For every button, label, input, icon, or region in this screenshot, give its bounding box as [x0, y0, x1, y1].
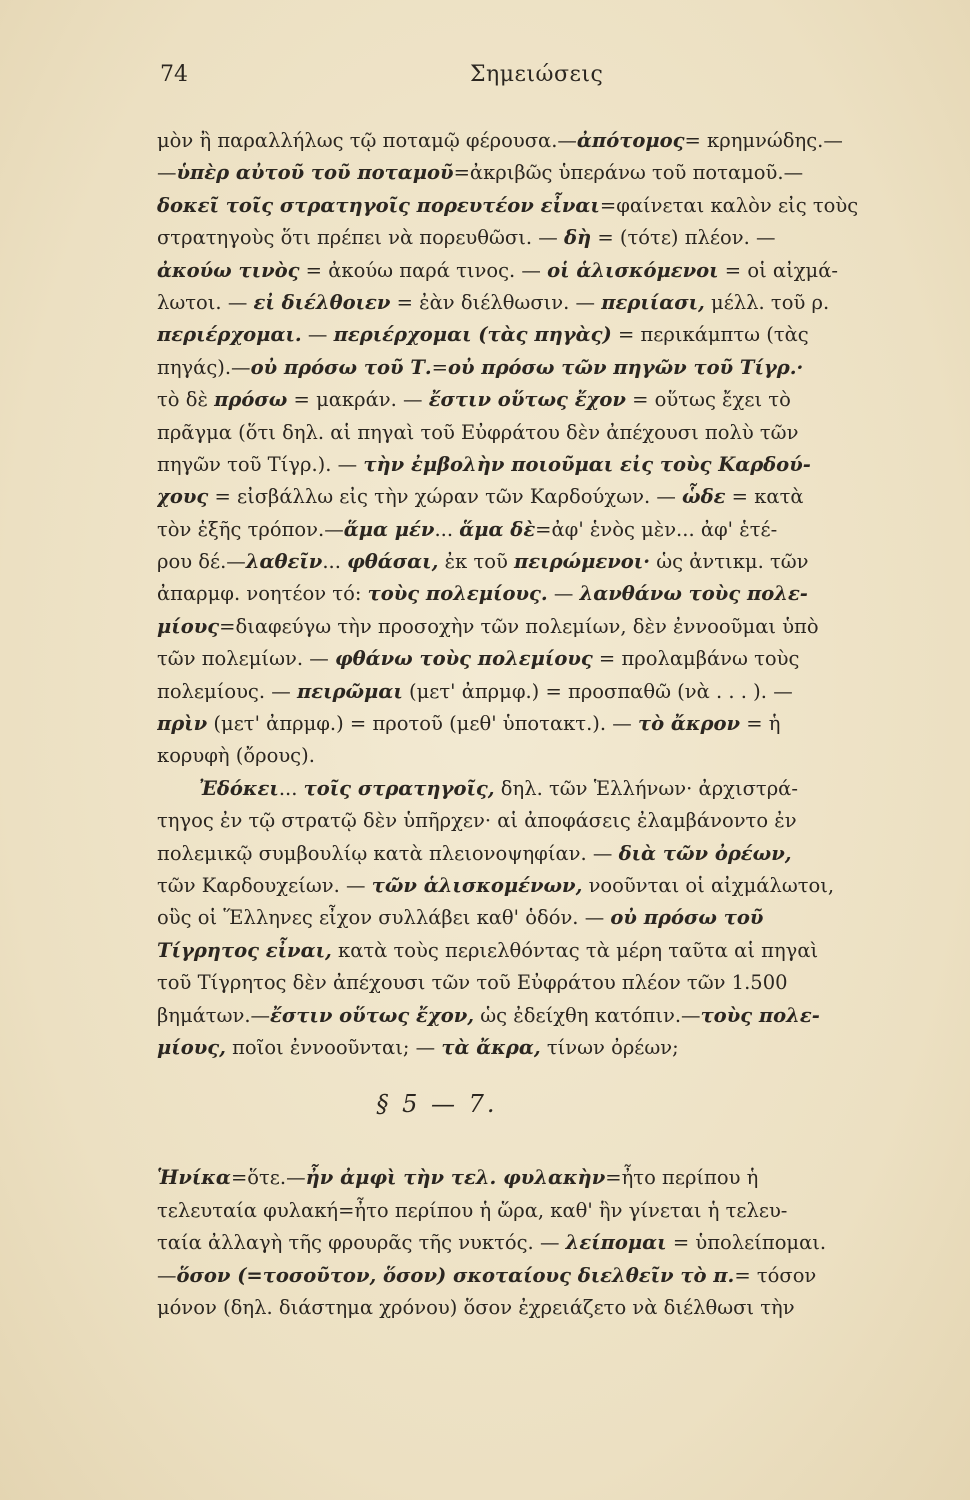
gloss-text: = εἰσβάλλω εἰς τὴν χώραν τῶν Καρδούχων. — — [208, 485, 683, 509]
lemma-term: δοκεῖ τοῖς στρατηγοῖς πορευτέον εἶναι — [157, 193, 600, 217]
notes-block-before — [157, 125, 927, 1064]
text-line — [157, 676, 927, 708]
text-line — [157, 870, 927, 902]
text-line — [157, 967, 927, 999]
text-line — [157, 287, 927, 319]
gloss-text: = περικάμπτω (τὰς — [611, 323, 809, 347]
lemma-term: περιίασι, — [601, 290, 705, 314]
lemma-term: πειρῶμαι — [296, 679, 403, 703]
text-line — [157, 1195, 927, 1227]
lemma-term: οὐ πρόσω τοῦ Τ. — [250, 355, 432, 379]
text-line — [157, 1227, 927, 1259]
running-title: Σημειώσεις — [470, 62, 604, 87]
gloss-text: πηγάς).— — [157, 355, 251, 379]
lemma-term: τοῖς στρατηγοῖς, — [303, 776, 495, 800]
gloss-text: πρᾶγμα (ὅτι δηλ. αἱ πηγαὶ τοῦ Εὐφράτου δὲν ἀπέχουσι πολὺ τῶν — [157, 420, 799, 444]
notes-body — [157, 125, 927, 1324]
gloss-text: = κατὰ — [725, 485, 804, 509]
gloss-text: ... — [322, 550, 348, 574]
gloss-text: τελευταία φυλακή=ἦτο περίπου ἡ ὥρα, καθ' ἣν γίνεται ἡ τελευ- — [157, 1198, 788, 1222]
lemma-term: λείπομαι — [565, 1231, 667, 1255]
lemma-term: οἱ ἁλισκόμενοι — [547, 258, 719, 282]
gloss-text: = τόσον — [734, 1263, 817, 1287]
lemma-term: οὐ πρόσω τῶν πηγῶν τοῦ Τίγρ.· — [447, 355, 804, 379]
text-line — [157, 1032, 927, 1064]
text-line — [157, 838, 927, 870]
gloss-text: ἀπαρμφ. νοητέον τό: — [157, 582, 368, 606]
lemma-term: τὰ ἄκρα, — [441, 1035, 541, 1059]
text-line — [157, 902, 927, 934]
gloss-text: = ἐὰν διέλθωσιν. — — [390, 290, 602, 314]
text-line — [157, 319, 927, 351]
gloss-text: δηλ. τῶν Ἑλλήνων· ἀρχιστρά- — [494, 776, 798, 800]
lemma-term: τοὺς πολε- — [700, 1003, 820, 1027]
text-line — [157, 222, 927, 254]
lemma-term: πρόσω — [214, 388, 288, 412]
gloss-text: ... — [434, 517, 460, 541]
gloss-text: μέλλ. τοῦ ρ. — [704, 290, 830, 314]
lemma-term: λαθεῖν — [245, 550, 323, 574]
gloss-text: = μακράν. — — [287, 388, 429, 412]
lemma-term: φθάνω τοὺς πολεμίους — [334, 647, 593, 671]
gloss-text: πηγῶν τοῦ Τίγρ.). — — [157, 452, 364, 476]
lemma-term: ἔστιν οὕτως ἔχον, — [270, 1003, 475, 1027]
text-line — [157, 643, 927, 675]
text-line — [157, 1000, 927, 1032]
gloss-text: οὓς οἱ Ἕλληνες εἶχον συλλάβει καθ' ὁδόν. — — [157, 906, 611, 930]
text-line — [157, 1260, 927, 1292]
gloss-text: νοοῦνται οἱ αἰχμάλωτοι, — [582, 873, 835, 897]
lemma-term: τοὺς πολεμίους. — [367, 582, 548, 606]
gloss-text: (μετ' ἀπρμφ.) = προτοῦ (μεθ' ὑποτακτ.). — — [207, 712, 638, 736]
lemma-term: οὐ πρόσω τοῦ — [610, 906, 764, 930]
gloss-text: ἐκ τοῦ — [438, 550, 515, 574]
gloss-text: = προλαμβάνω τοὺς — [592, 647, 800, 671]
text-line — [157, 190, 927, 222]
section-heading: § 5 — 7. — [376, 1090, 498, 1119]
gloss-text: ποῖοι ἐννοοῦνται; — — [225, 1035, 442, 1059]
lemma-term: φθάσαι, — [347, 550, 439, 574]
gloss-text: =ἀκριβῶς ὑπεράνω τοῦ ποταμοῦ.— — [453, 161, 804, 185]
text-line — [157, 1292, 927, 1324]
text-line — [157, 773, 927, 805]
gloss-text: ρου δέ.— — [157, 550, 246, 574]
lemma-term: μίους, — [157, 1035, 226, 1059]
gloss-text: = οἱ αἰχμά- — [718, 258, 838, 282]
lemma-term: περιέρχομαι. — [157, 323, 302, 347]
lemma-term: Ἡνίκα — [157, 1166, 231, 1190]
text-line — [157, 1162, 927, 1194]
text-line — [157, 578, 927, 610]
gloss-text: πολεμίους. — — [157, 679, 297, 703]
lemma-term: ὧδε — [682, 485, 726, 509]
text-line — [157, 157, 927, 189]
lemma-term: ἅμα μέν — [343, 517, 435, 541]
gloss-text: = (τότε) πλέον. — — [591, 226, 776, 250]
page-header — [160, 62, 880, 102]
gloss-text: τὸν ἑξῆς τρόπον.— — [157, 517, 344, 541]
text-line — [157, 255, 927, 287]
lemma-term: πειρώμενοι· — [514, 550, 651, 574]
lemma-term: Τίγρητος εἶναι, — [157, 938, 332, 962]
text-line — [157, 805, 927, 837]
lemma-term: ὑπὲρ αὐτοῦ τοῦ ποταμοῦ — [176, 161, 454, 185]
lemma-term: διὰ τῶν ὀρέων, — [618, 841, 792, 865]
text-line — [157, 740, 927, 772]
lemma-term: μίους — [157, 614, 220, 638]
gloss-text: βημάτων.— — [157, 1003, 271, 1027]
lemma-term: ἦν ἀμφὶ τὴν τελ. φυλακὴν — [305, 1166, 606, 1190]
gloss-text: κορυφὴ (ὄρους). — [157, 744, 315, 768]
gloss-text: = οὕτως ἔχει τὸ — [625, 388, 791, 412]
notes-block-after — [157, 1162, 927, 1324]
lemma-term: ἅμα δὲ — [459, 517, 536, 541]
lemma-term: τῶν ἁλισκομένων, — [371, 873, 583, 897]
gloss-text: μόνον (δηλ. διάστημα χρόνου) ὅσον ἐχρειάζετο νὰ διέλθωσι τὴν — [157, 1295, 795, 1319]
gloss-text: μὸν ἢ παραλλήλως τῷ ποταμῷ φέρουσα.— — [157, 129, 577, 152]
gloss-text: =ἀφ' ἑνὸς μὲν... ἀφ' ἑτέ- — [535, 517, 778, 541]
lemma-term: περιέρχομαι (τὰς πηγὰς) — [333, 323, 612, 347]
gloss-text: = ἀκούω παρά τινος. — — [299, 258, 548, 282]
gloss-text: = κρημνώδης.— — [684, 129, 843, 152]
lemma-term: πρὶν — [157, 712, 208, 736]
gloss-text: στρατηγοὺς ὅτι πρέπει νὰ πορευθῶσι. — — [157, 226, 564, 250]
lemma-term: τὸ ἄκρον — [638, 712, 741, 736]
gloss-text: τίνων ὀρέων; — [540, 1035, 679, 1059]
text-line — [157, 514, 927, 546]
page-number: 74 — [160, 62, 188, 87]
text-line — [157, 935, 927, 967]
gloss-text: — — [547, 582, 580, 606]
gloss-text: κατὰ τοὺς περιελθόντας τὰ μέρη ταῦτα αἱ πηγαὶ — [331, 938, 819, 962]
gloss-text: ... — [278, 776, 304, 800]
gloss-text: πολεμικῷ συμβουλίῳ κατὰ πλειονοψηφίαν. — — [157, 841, 619, 865]
gloss-text: τῶν πολεμίων. — — [157, 647, 335, 671]
text-line — [157, 417, 927, 449]
gloss-text: = ὑπολείπομαι. — [666, 1231, 827, 1255]
gloss-text: τὸ δὲ — [157, 388, 215, 412]
gloss-text: ὡς ἀντικμ. τῶν — [650, 550, 809, 574]
text-line — [157, 352, 927, 384]
gloss-text: τοῦ Τίγρητος δὲν ἀπέχουσι τῶν τοῦ Εὐφράτου πλέον τῶν 1.500 — [157, 971, 788, 995]
lemma-term: ὅσον (=τοσοῦτον, ὅσον) σκοταίους διελθεῖν τὸ π. — [176, 1263, 735, 1287]
lemma-term: τὴν ἐμβολὴν ποιοῦμαι εἰς τοὺς Καρδού- — [363, 452, 811, 476]
gloss-text: (μετ' ἀπρμφ.) = προσπαθῶ (νὰ . . . ). — — [402, 679, 793, 703]
lemma-term: λανθάνω τοὺς πολε- — [579, 582, 808, 606]
text-line — [157, 384, 927, 416]
lemma-term: ἔστιν οὕτως ἔχον — [428, 388, 626, 412]
gloss-text: ὡς ἐδείχθη κατόπιν.— — [474, 1003, 701, 1027]
gloss-text: =ἦτο περίπου ἡ — [605, 1166, 759, 1190]
lemma-term: Ἐδόκει — [199, 776, 279, 800]
gloss-text: =διαφεύγω τὴν προσοχὴν τῶν πολεμίων, δὲν ἐννοοῦμαι ὑπὸ — [219, 614, 819, 638]
gloss-text: τηγος ἐν τῷ στρατῷ δὲν ὑπῆρχεν· αἱ ἀποφάσεις ἐλαμβάνοντο ἐν — [157, 809, 797, 833]
text-line — [157, 125, 927, 157]
text-line — [157, 611, 927, 643]
gloss-text: = — [431, 355, 448, 379]
gloss-text: = ἡ — [740, 712, 781, 736]
gloss-text: — — [157, 1263, 177, 1287]
gloss-text: ταία ἀλλαγὴ τῆς φρουρᾶς τῆς νυκτός. — — [157, 1231, 566, 1255]
lemma-term: ἀκούω τινὸς — [157, 258, 300, 282]
text-line — [157, 708, 927, 740]
lemma-term: ἀπότομος — [576, 129, 685, 152]
lemma-term: δὴ — [563, 226, 592, 250]
gloss-text: — — [157, 161, 177, 185]
gloss-text: =ὅτε.— — [230, 1166, 306, 1190]
text-line — [157, 449, 927, 481]
gloss-text: τῶν Καρδουχείων. — — [157, 873, 372, 897]
lemma-term: εἰ διέλθοιεν — [253, 290, 391, 314]
lemma-term: χους — [157, 485, 209, 509]
gloss-text: λωτοι. — — [157, 290, 254, 314]
text-line — [157, 481, 927, 513]
gloss-text: — — [301, 323, 334, 347]
gloss-text: =φαίνεται καλὸν εἰς τοὺς — [599, 193, 859, 217]
text-line — [157, 546, 927, 578]
